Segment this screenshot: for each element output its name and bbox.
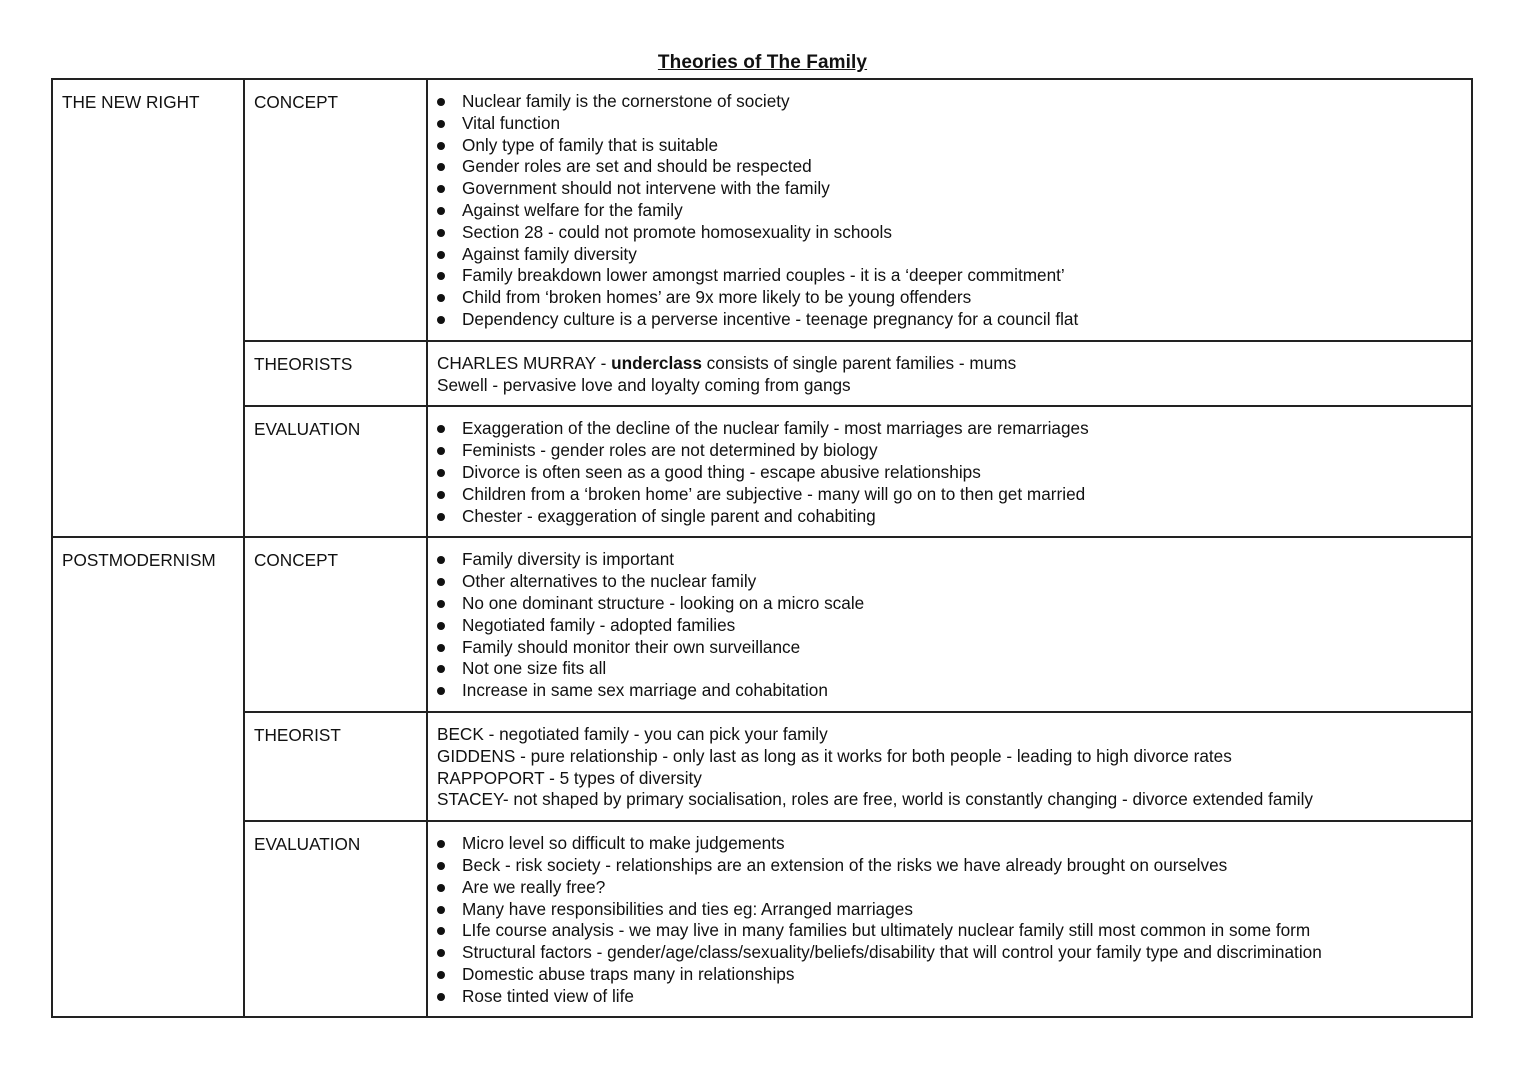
theorist-line (437, 789, 1463, 811)
list-item: Nuclear family is the cornerstone of society (437, 91, 1463, 113)
section-label-cell: EVALUATION (244, 821, 427, 1017)
list-item: Chester - exaggeration of single parent and cohabiting (437, 506, 1463, 528)
list-item: Dependency culture is a perverse incentive - teenage pregnancy for a council flat (437, 309, 1463, 331)
list-item: Structural factors - gender/age/class/sexuality/beliefs/disability that will control your family type and discrimination (437, 942, 1463, 964)
list-item: Children from a ‘broken home’ are subjective - many will go on to then get married (437, 484, 1463, 506)
theorist-text: GIDDENS - pure relationship - only last as long as it works for both people - leading to high divorce rates (437, 745, 1232, 766)
table-row (52, 537, 1472, 712)
table-body (52, 79, 1472, 1017)
theorist-text: STACEY- not shaped by primary socialisation, roles are free, world is constantly changing - divorce extended family (437, 789, 1314, 810)
theorist-line (437, 746, 1463, 768)
list-item: Government should not intervene with the family (437, 178, 1463, 200)
list-item: Other alternatives to the nuclear family (437, 571, 1463, 593)
section-label-cell: CONCEPT (244, 79, 427, 341)
list-item: Family diversity is important (437, 549, 1463, 571)
list-item: Increase in same sex marriage and cohabitation (437, 680, 1463, 702)
theorist-text: BECK - negotiated family - you can pick your family (437, 723, 828, 744)
table-row (52, 712, 1472, 821)
list-item: Not one size fits all (437, 658, 1463, 680)
theorist-text: CHARLES MURRAY - (437, 352, 612, 373)
theorist-text: Sewell - pervasive love and loyalty coming from gangs (437, 374, 851, 395)
theorist-text: consists of single parent families - mums (701, 352, 1017, 373)
list-item: Are we really free? (437, 877, 1463, 899)
section-content-cell (427, 712, 1472, 821)
bold-term: underclass (611, 352, 702, 373)
theorist-line (437, 375, 1463, 397)
list-item: No one dominant structure - looking on a micro scale (437, 593, 1463, 615)
list-item: Section 28 - could not promote homosexuality in schools (437, 222, 1463, 244)
list-item: Divorce is often seen as a good thing - escape abusive relationships (437, 462, 1463, 484)
bullet-list (437, 549, 1463, 702)
bullet-list (437, 91, 1463, 331)
theorist-line (437, 768, 1463, 790)
section-content-cell (427, 341, 1472, 407)
list-item: Family should monitor their own surveillance (437, 637, 1463, 659)
list-item: LIfe course analysis - we may live in many families but ultimately nuclear family still most common in some form (437, 920, 1463, 942)
list-item: Rose tinted view of life (437, 986, 1463, 1008)
list-item: Exaggeration of the decline of the nuclear family - most marriages are remarriages (437, 418, 1463, 440)
section-label-cell: CONCEPT (244, 537, 427, 712)
list-item: Micro level so difficult to make judgements (437, 833, 1463, 855)
list-item: Child from ‘broken homes’ are 9x more likely to be young offenders (437, 287, 1463, 309)
list-item: Only type of family that is suitable (437, 135, 1463, 157)
table-row (52, 406, 1472, 537)
section-content-cell (427, 821, 1472, 1017)
theories-table (51, 78, 1473, 1018)
section-label-cell: THEORIST (244, 712, 427, 821)
theory-name-cell: THE NEW RIGHT (52, 79, 244, 537)
list-item: Domestic abuse traps many in relationships (437, 964, 1463, 986)
theorist-line (437, 353, 1463, 375)
page-title: Theories of The Family (657, 52, 868, 73)
table-row (52, 79, 1472, 341)
section-content-cell (427, 79, 1472, 341)
list-item: Against welfare for the family (437, 200, 1463, 222)
bullet-list (437, 833, 1463, 1007)
list-item: Beck - risk society - relationships are an extension of the risks we have already brought on ourselves (437, 855, 1463, 877)
theory-name-cell: POSTMODERNISM (52, 537, 244, 1017)
table-row (52, 341, 1472, 407)
section-content-cell (427, 537, 1472, 712)
theorist-line (437, 724, 1463, 746)
list-item: Gender roles are set and should be respected (437, 156, 1463, 178)
bullet-list (437, 418, 1463, 527)
list-item: Negotiated family - adopted families (437, 615, 1463, 637)
table-row (52, 821, 1472, 1017)
list-item: Against family diversity (437, 244, 1463, 266)
section-label-cell: EVALUATION (244, 406, 427, 537)
theorist-text: RAPPOPORT - 5 types of diversity (437, 767, 702, 788)
section-label-cell: THEORISTS (244, 341, 427, 407)
list-item: Feminists - gender roles are not determined by biology (437, 440, 1463, 462)
list-item: Many have responsibilities and ties eg: Arranged marriages (437, 899, 1463, 921)
list-item: Family breakdown lower amongst married couples - it is a ‘deeper commitment’ (437, 265, 1463, 287)
section-content-cell (427, 406, 1472, 537)
list-item: Vital function (437, 113, 1463, 135)
